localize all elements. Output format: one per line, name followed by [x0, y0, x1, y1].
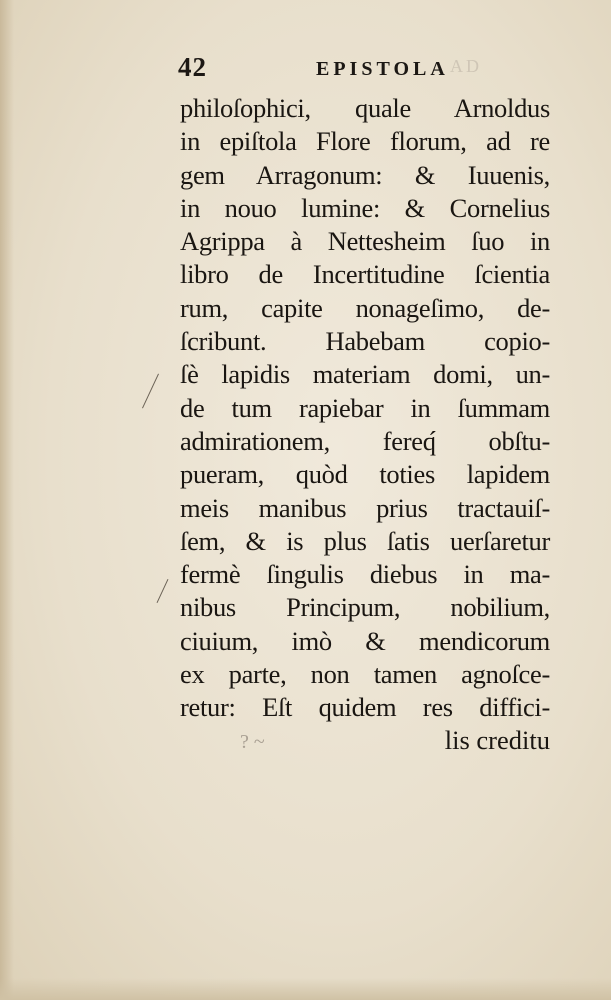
text-line: de tum rapiebar in ſummam [180, 392, 550, 423]
text-line: rum, capite nonageſimo, de- [180, 292, 550, 323]
page-header [178, 52, 548, 92]
text-line: fermè ſingulis diebus in ma- [180, 559, 550, 590]
text-line: ciuium, imò & mendicorum [180, 625, 550, 656]
bleed-through-text: AD [450, 56, 482, 76]
text-line: retur: Eſt quidem res diffici- [180, 692, 550, 723]
catchword-row [180, 725, 550, 765]
text-line: nibus Principum, nobilium, [180, 592, 550, 623]
text-line: Agrippa à Nettesheim ſuo in [180, 226, 550, 257]
margin-pen-mark [142, 374, 159, 409]
page-edge-shadow-bottom [0, 978, 611, 1000]
body-text [180, 92, 550, 725]
page-edge-shadow-left [0, 0, 14, 1000]
page-number: 42 [178, 52, 207, 82]
text-line: ex parte, non tamen agnoſce- [180, 659, 550, 690]
text-line: philoſophici, quale Arnoldus [180, 93, 550, 123]
catchword: lis creditu [444, 725, 550, 755]
margin-pen-mark [157, 579, 169, 603]
text-line: in epiſtola Flore florum, ad re [180, 126, 550, 157]
text-line: ſcribunt. Habebam copio- [180, 326, 550, 357]
text-line: admirationem, fereq́ obſtu- [180, 425, 550, 456]
text-line: gem Arragonum: & Iuuenis, [180, 159, 550, 190]
faint-marks: ? ~ [240, 731, 265, 753]
text-line: pueram, quòd toties lapidem [180, 459, 550, 490]
text-line: ſè lapidis materiam domi, un- [180, 359, 550, 390]
text-line: meis manibus prius tractauiſ- [180, 492, 550, 523]
running-head: EPISTOLA [316, 58, 449, 80]
text-line: libro de Incertitudine ſcientia [180, 259, 550, 290]
text-line: in nouo lumine: & Cornelius [180, 192, 550, 223]
text-line: ſem, & is plus ſatis uerſaretur [180, 525, 550, 556]
